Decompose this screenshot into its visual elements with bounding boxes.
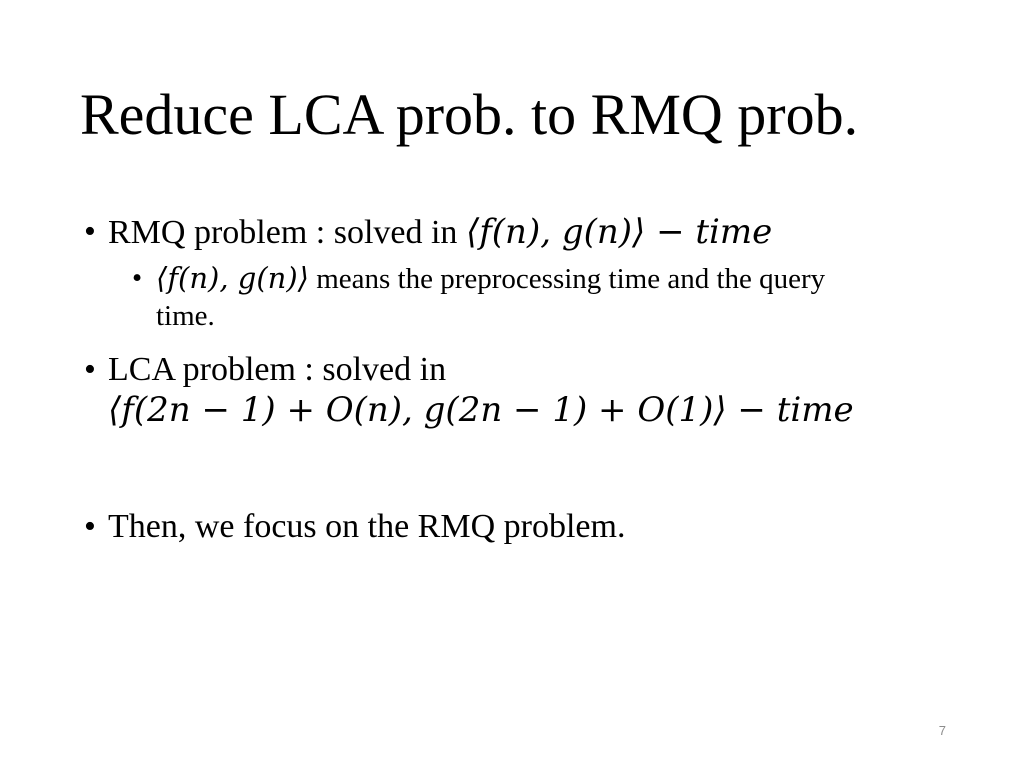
sub-bullet-text-line1: means the preprocessing time and the query bbox=[308, 263, 826, 295]
bullet-text-prefix: RMQ problem : solved in bbox=[108, 214, 466, 251]
sub-bullet-text-line2: time. bbox=[156, 300, 215, 332]
rmq-complexity-formula: ⟨𝑓(𝑛), 𝑔(𝑛)⟩ − 𝑡𝑖𝑚𝑒 bbox=[465, 212, 773, 252]
sub-bullet-text bbox=[156, 260, 825, 335]
bullet-focus bbox=[84, 507, 625, 547]
bullet-marker: • bbox=[84, 213, 96, 250]
bullet-text-prefix: LCA problem : solved in bbox=[108, 351, 447, 388]
bullet-marker: • bbox=[84, 351, 96, 388]
bullet-rmq bbox=[84, 212, 772, 253]
preprocess-query-formula: ⟨𝑓(𝑛), 𝑔(𝑛)⟩ bbox=[156, 261, 309, 295]
lca-complexity-formula: ⟨𝑓(2𝑛 − 1) + 𝑂(𝑛), 𝑔(2𝑛 − 1) + 𝑂(1)⟩ − 𝑡𝑖𝑚𝑒 bbox=[108, 390, 854, 430]
page-number: 7 bbox=[938, 723, 946, 738]
bullet-marker: • bbox=[84, 508, 96, 545]
bullet-text bbox=[108, 350, 854, 430]
bullet-lca bbox=[84, 350, 854, 430]
sub-bullet-meaning bbox=[132, 260, 825, 335]
bullet-text bbox=[108, 212, 772, 253]
sub-bullet-marker: • bbox=[132, 262, 143, 294]
bullet-text: Then, we focus on the RMQ problem. bbox=[108, 508, 626, 545]
slide-title: Reduce LCA prob. to RMQ prob. bbox=[80, 82, 859, 147]
